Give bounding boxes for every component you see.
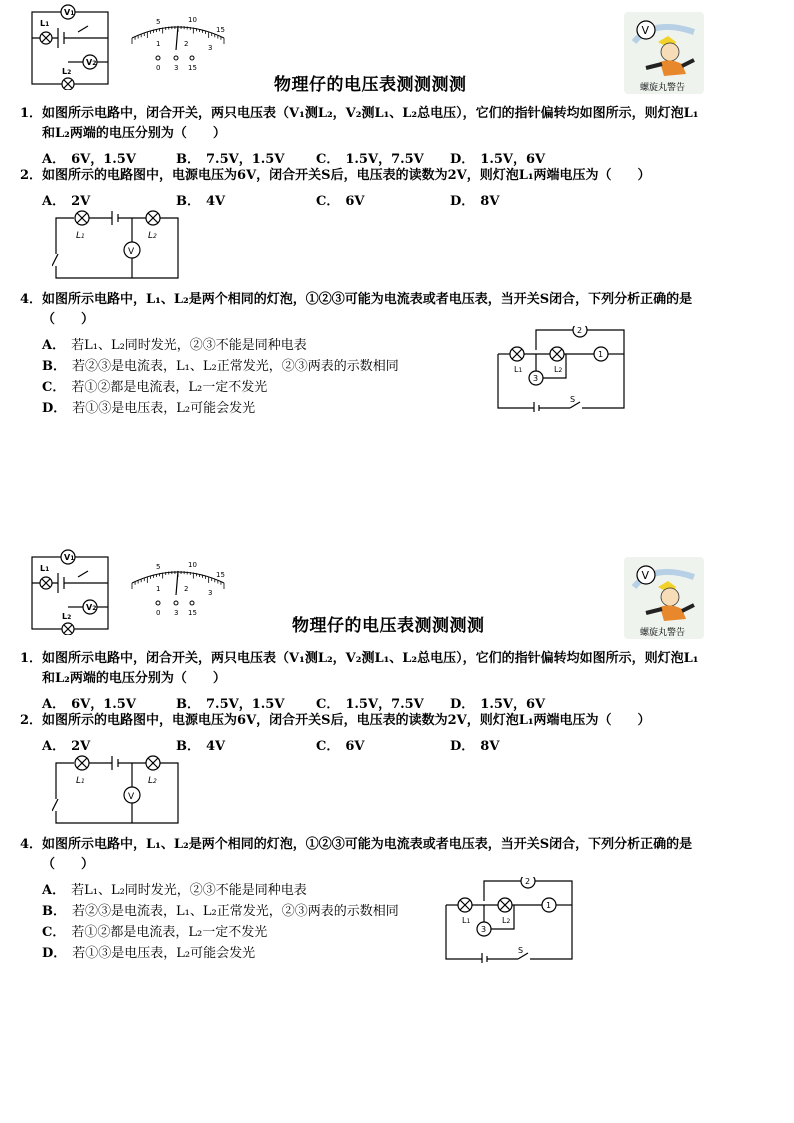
- q4-option-b[interactable]: B． 若②③是电流表，L₁、L₂正常发光，②③两表的示数相同: [42, 904, 399, 919]
- q2-voltmeter-label: V: [128, 247, 135, 257]
- meter-dial-diagram: [126, 557, 230, 623]
- q4-l1-label: L1: [462, 916, 471, 925]
- meter-3-label: 3: [533, 374, 539, 383]
- q1-stem-line2: 和L₂两端的电压分别为（ ）: [42, 671, 226, 686]
- q2-stem: 2．如图所示的电路图中，电源电压为6V，闭合开关S后，电压表的读数为2V，则灯泡L₁两端电压为（ ）: [20, 713, 651, 728]
- terminal-3: 3: [174, 64, 179, 72]
- meter-2-label: 2: [577, 326, 583, 335]
- q1-stem-line2: 和L₂两端的电压分别为（ ）: [42, 126, 226, 141]
- q4-option-c[interactable]: C． 若①②都是电流表，L₂一定不发光: [42, 380, 268, 395]
- l1-label: L1: [40, 564, 50, 573]
- q2-stem: 2．如图所示的电路图中，电源电压为6V，闭合开关S后，电压表的读数为2V，则灯泡L₁两端电压为（ ）: [20, 168, 651, 183]
- q2-option-d[interactable]: D． 8V: [450, 194, 500, 209]
- q1-stem-line1: 1．如图所示电路中，闭合开关，两只电压表（V₁测L₂，V₂测L₁、L₂总电压），它们的指针偏转均如图所示，则灯泡L₁: [20, 651, 699, 666]
- dial-10: 10: [188, 16, 197, 24]
- meter-1-label: 1: [546, 901, 552, 910]
- dial-5: 5: [156, 563, 161, 571]
- q1-stem-line1: 1．如图所示电路中，闭合开关，两只电压表（V₁测L₂，V₂测L₁、L₂总电压），它们的指针偏转均如图所示，则灯泡L₁: [20, 106, 699, 121]
- voltmeter-symbol: V: [641, 569, 650, 582]
- q1-option-c[interactable]: C． 1.5V，7.5V: [316, 152, 424, 167]
- q2-l2-label: L2: [148, 776, 157, 786]
- l2-label: L2: [62, 612, 72, 621]
- q4-stem-line2: （ ）: [42, 312, 95, 327]
- dial-15: 15: [216, 26, 225, 34]
- q4-l2-label: L2: [554, 365, 563, 374]
- q2-option-b[interactable]: B． 4V: [176, 739, 226, 754]
- q2-voltmeter-label: V: [128, 792, 135, 802]
- q1-option-b[interactable]: B． 7.5V，1.5V: [176, 697, 285, 712]
- q1-option-c[interactable]: C． 1.5V，7.5V: [316, 697, 424, 712]
- q4-option-a[interactable]: A． 若L₁、L₂同时发光，②③不能是同种电表: [42, 883, 307, 898]
- q4-option-d[interactable]: D． 若①③是电压表，L₂可能会发光: [42, 946, 256, 961]
- q4-l2-label: L2: [502, 916, 511, 925]
- q2-option-d[interactable]: D． 8V: [450, 739, 500, 754]
- q1-option-d[interactable]: D． 1.5V，6V: [450, 152, 546, 167]
- q2-l1-label: L1: [76, 231, 85, 241]
- q1-option-a[interactable]: A． 6V，1.5V: [42, 152, 136, 167]
- cartoon-logo: [624, 12, 704, 94]
- q4-option-d[interactable]: D． 若①③是电压表，L₂可能会发光: [42, 401, 256, 416]
- meter-2-label: 2: [525, 877, 531, 886]
- terminal-3: 3: [174, 609, 179, 617]
- section-top: [0, 0, 794, 540]
- logo-caption: 螺旋丸警告: [640, 628, 686, 638]
- v2-label: V2: [86, 58, 97, 67]
- dial-2: 2: [184, 585, 189, 593]
- q4-option-b[interactable]: B． 若②③是电流表，L₁、L₂正常发光，②③两表的示数相同: [42, 359, 399, 374]
- switch-s-label: S: [570, 395, 576, 404]
- q4-option-c[interactable]: C． 若①②都是电流表，L₂一定不发光: [42, 925, 268, 940]
- q2-option-b[interactable]: B． 4V: [176, 194, 226, 209]
- page-title: 物理仔的电压表测测测测: [274, 75, 467, 95]
- page-title: 物理仔的电压表测测测测: [292, 616, 485, 636]
- dial-2: 2: [184, 40, 189, 48]
- q2-option-a[interactable]: A． 2V: [42, 739, 91, 754]
- voltmeter-symbol: V: [641, 24, 650, 37]
- terminal-0: 0: [156, 64, 161, 72]
- q4-l1-label: L1: [514, 365, 523, 374]
- meter-3-label: 3: [481, 925, 487, 934]
- v1-label: V1: [64, 553, 75, 562]
- logo-caption: 螺旋丸警告: [640, 83, 686, 93]
- q1-option-a[interactable]: A． 6V，1.5V: [42, 697, 136, 712]
- q4-circuit-diagram: [444, 877, 578, 963]
- dial-5: 5: [156, 18, 161, 26]
- l1-label: L1: [40, 19, 50, 28]
- q4-stem-line1: 4．如图所示电路中，L₁、L₂是两个相同的灯泡，①②③可能为电流表或者电压表，当开关S闭合，下列分析正确的是: [20, 837, 693, 852]
- q1-option-d[interactable]: D． 1.5V，6V: [450, 697, 546, 712]
- q2-option-c[interactable]: C． 6V: [316, 739, 365, 754]
- q4-option-a[interactable]: A． 若L₁、L₂同时发光，②③不能是同种电表: [42, 338, 307, 353]
- v1-label: V1: [64, 8, 75, 17]
- meter-dial-diagram: [126, 12, 230, 78]
- q2-circuit-diagram: [52, 753, 184, 827]
- dial-1: 1: [156, 40, 161, 48]
- q4-circuit-diagram: [496, 326, 630, 412]
- terminal-0: 0: [156, 609, 161, 617]
- q4-stem-line2: （ ）: [42, 857, 95, 872]
- voltmeter-circuit-diagram: [28, 549, 112, 635]
- dial-15: 15: [216, 571, 225, 579]
- dial-10: 10: [188, 561, 197, 569]
- cartoon-logo: [624, 557, 704, 639]
- dial-1: 1: [156, 585, 161, 593]
- voltmeter-circuit-diagram: [28, 4, 112, 90]
- terminal-15: 15: [188, 64, 197, 72]
- terminal-15: 15: [188, 609, 197, 617]
- q2-l1-label: L1: [76, 776, 85, 786]
- q4-stem-line1: 4．如图所示电路中，L₁、L₂是两个相同的灯泡，①②③可能为电流表或者电压表，当开关S闭合，下列分析正确的是: [20, 292, 693, 307]
- section-bottom: [0, 545, 794, 1105]
- v2-label: V2: [86, 603, 97, 612]
- q2-circuit-diagram: [52, 208, 184, 282]
- l2-label: L2: [62, 67, 72, 76]
- q1-option-b[interactable]: B． 7.5V，1.5V: [176, 152, 285, 167]
- dial-3: 3: [208, 589, 213, 597]
- dial-3: 3: [208, 44, 213, 52]
- switch-s-label: S: [518, 946, 524, 955]
- q2-l2-label: L2: [148, 231, 157, 241]
- meter-1-label: 1: [598, 350, 604, 359]
- q2-option-c[interactable]: C． 6V: [316, 194, 365, 209]
- q2-option-a[interactable]: A． 2V: [42, 194, 91, 209]
